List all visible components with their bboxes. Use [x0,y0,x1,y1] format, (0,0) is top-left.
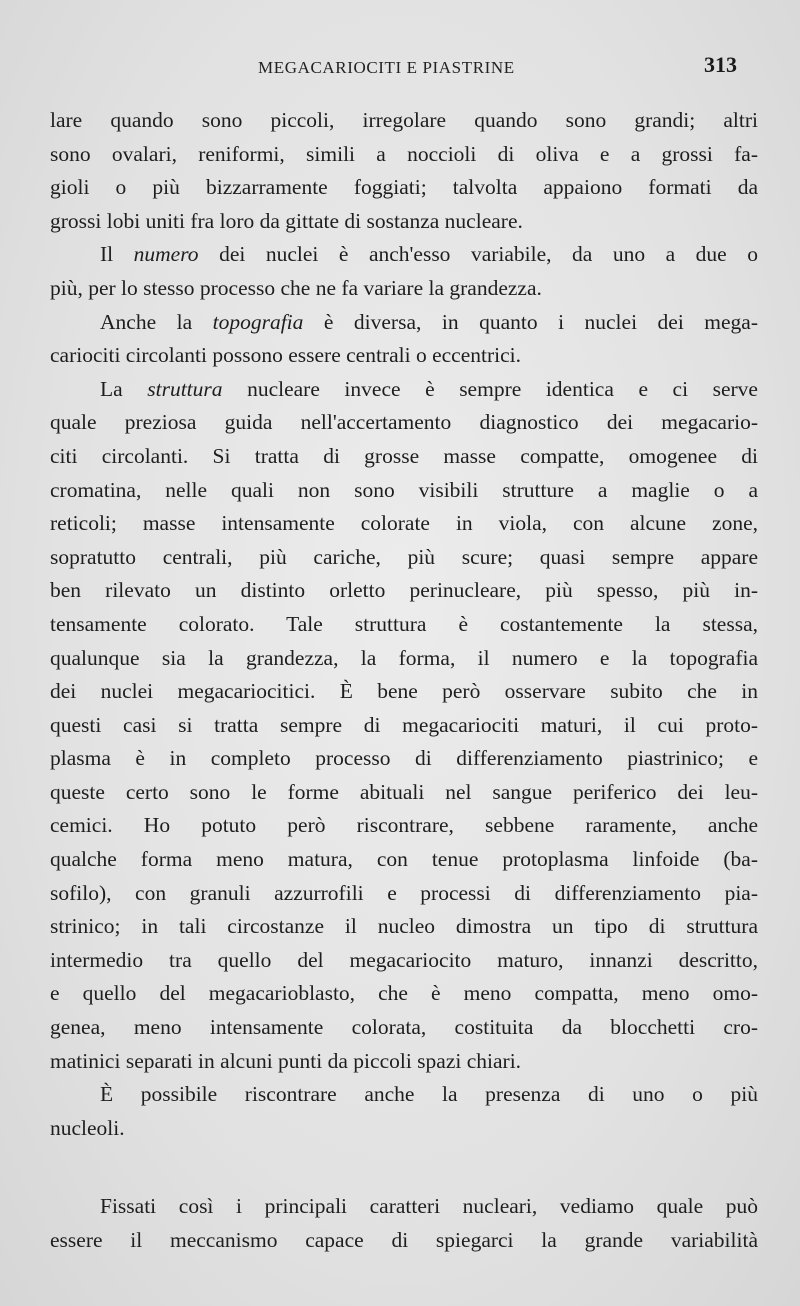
text-line [50,373,758,407]
text-line: cromatina, nelle quali non sono visibili strutture a maglie o a [50,477,758,502]
paragraph-nucleoli [50,1078,758,1145]
text-line [50,238,758,272]
text-line: plasma è in completo processo di differenziamento piastrinico; e [50,746,758,771]
text-segment: La [100,376,148,401]
text-line: grossi lobi uniti fra loro da gittate di sostanza nucleare. [50,208,523,233]
text-line: matinici separati in alcuni punti da piccoli spazi chiari. [50,1048,522,1073]
text-line: e quello del megacarioblasto, che è meno compatta, meno omo- [50,981,758,1006]
text-line: sofilo), con granuli azzurrofili e processi di differenziamento pia- [50,880,758,905]
running-title: MEGACARIOCITI E PIASTRINE [258,58,515,77]
text-line: quale preziosa guida nell'accertamento diagnostico dei megacario- [50,410,758,435]
text-line: cemici. Ho potuto però riscontrare, sebbene raramente, anche [50,813,758,838]
text-line: nucleoli. [50,1115,125,1140]
text-line: reticoli; masse intensamente colorate in viola, con alcune zone, [50,511,758,536]
page-number: 313 [704,52,737,77]
text-segment: nucleare invece è sempre identica e ci serve [222,376,758,401]
text-line: essere il meccanismo capace di spiegarci la grande variabilità [50,1228,758,1252]
text-line: cariociti circolanti possono essere centrali o eccentrici. [50,343,521,368]
text-line: citi circolanti. Si tratta di grosse masse compatte, omogenee di [50,443,758,468]
paragraph-meccanismo [50,1190,758,1257]
paragraph-struttura [50,373,758,1078]
text-segment: Il [100,242,134,267]
text-line: questi casi si tratta sempre di megacariociti maturi, il cui proto- [50,712,758,737]
text-segment: Anche la [100,309,213,334]
paragraph-continuation [50,104,758,238]
text-line: sopratutto centrali, più cariche, più scure; quasi sempre appare [50,544,758,569]
text-line: intermedio tra quello del megacariocito maturo, innanzi descritto, [50,947,758,972]
text-line: qualunque sia la grandezza, la forma, il numero e la topografia [50,645,758,670]
paragraph-topografia [50,306,758,373]
text-line: sono ovalari, reniformi, simili a noccioli di oliva e a grossi fa- [50,141,758,166]
text-line: tensamente colorato. Tale struttura è costantemente la stessa, [50,611,758,636]
text-line: Fissati così i principali caratteri nucleari, vediamo quale può [100,1194,758,1219]
text-line: lare quando sono piccoli, irregolare quando sono grandi; altri [50,108,758,132]
text-line: più, per lo stesso processo che ne fa variare la grandezza. [50,275,542,300]
paragraph-numero [50,238,758,305]
text-segment: dei nuclei è anch'esso variabile, da uno a due o [198,242,758,267]
text-line: dei nuclei megacariocitici. È bene però osservare subito che in [50,679,758,704]
text-line: qualche forma meno matura, con tenue protoplasma linfoide (ba- [50,847,758,872]
text-segment: è diversa, in quanto i nuclei dei mega- [303,309,759,334]
text-line: gioli o più bizzarramente foggiati; talvolta appaiono formati da [50,175,758,200]
text-line: queste certo sono le forme abituali nel sangue periferico dei leu- [50,779,758,804]
text-line: ben rilevato un distinto orletto perinucleare, più spesso, più in- [50,578,758,603]
emphasis-term: numero [133,242,199,267]
emphasis-term: topografia [212,309,304,334]
text-line [50,306,758,340]
text-line: genea, meno intensamente colorata, costituita da blocchetti cro- [50,1015,758,1040]
text-line: strinico; in tali circostanze il nucleo dimostra un tipo di struttura [50,914,758,939]
body-text [50,104,758,1258]
text-line: È possibile riscontrare anche la presenza di uno o più [100,1082,758,1107]
emphasis-term: struttura [147,376,223,401]
running-head [0,52,800,82]
